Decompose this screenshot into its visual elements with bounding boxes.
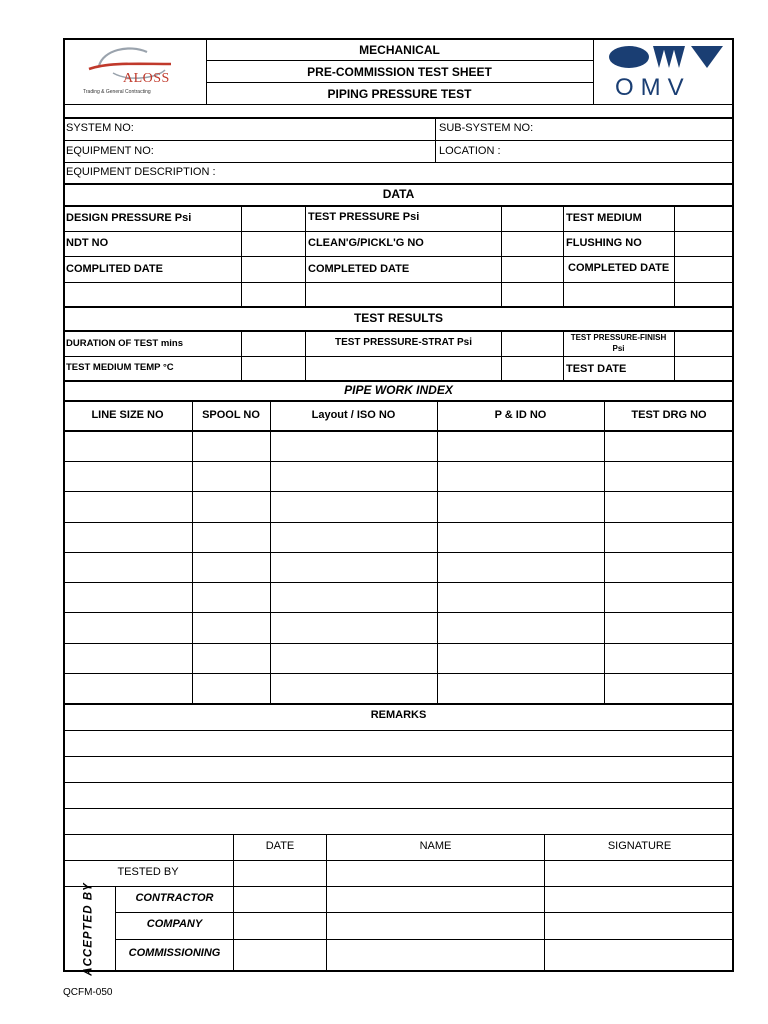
table-cell[interactable] [272,675,435,701]
table-cell[interactable] [606,614,732,640]
divider [593,38,594,104]
divider [63,117,734,119]
divider [63,104,734,105]
table-cell[interactable] [272,524,435,550]
table-cell[interactable] [272,493,435,519]
location-field[interactable]: LOCATION : [439,145,501,157]
divider [326,834,327,972]
table-cell[interactable] [65,584,190,610]
divider [305,206,306,307]
test-medium-label: TEST MEDIUM [566,212,642,224]
table-cell[interactable] [65,433,190,459]
divider [63,860,734,861]
completed-date-label-2: COMPLETED DATE [308,263,410,275]
remarks-line-3[interactable] [65,783,732,808]
flushing-no-label: FLUSHING NO [566,237,642,249]
table-cell[interactable] [606,645,732,671]
signoff-name-header: NAME [419,840,452,852]
table-row-divider [63,643,734,644]
table-cell[interactable] [194,493,268,519]
table-cell[interactable] [194,524,268,550]
divider [63,834,734,835]
table-cell[interactable] [606,493,732,519]
table-cell[interactable] [439,524,602,550]
divider [63,183,734,185]
divider [241,206,242,307]
table-cell[interactable] [194,463,268,489]
col-header-test-drg: TEST DRG NO [631,409,707,421]
ndt-no-label: NDT NO [66,237,109,249]
table-row-divider [63,552,734,553]
tested-by-label: TESTED BY [117,866,179,878]
table-cell[interactable] [439,645,602,671]
divider [63,306,734,308]
system-no-field[interactable]: SYSTEM NO: [66,122,134,134]
table-cell[interactable] [439,493,602,519]
divider [206,82,594,83]
divider [544,834,545,972]
divider [63,886,734,887]
remarks-line-1[interactable] [65,731,732,756]
equipment-no-field[interactable]: EQUIPMENT NO: [66,145,154,157]
test-date-label: TEST DATE [566,363,627,375]
table-cell[interactable] [194,614,268,640]
divider [674,331,675,381]
contractor-label: CONTRACTOR [135,892,214,904]
col-header-line-size: LINE SIZE NO [91,409,164,421]
table-row-divider [63,522,734,523]
table-row-divider [63,673,734,674]
col-header-pid-no: P & ID NO [494,409,547,421]
table-cell[interactable] [194,584,268,610]
signoff-date-header: DATE [265,840,295,852]
cleaning-no-label: CLEAN'G/PICKL'G NO [308,237,424,249]
divider [63,330,734,332]
accepted-by-label: ACCEPTED BY [82,882,95,976]
table-cell[interactable] [272,463,435,489]
table-row-divider [63,612,734,613]
table-cell[interactable] [65,645,190,671]
table-cell[interactable] [65,614,190,640]
divider [63,356,734,357]
pipe-work-index-title: PIPE WORK INDEX [344,383,453,397]
omv-logo-wordmark: OMV [615,74,691,101]
form-code: QCFM-050 [63,987,113,998]
table-row-divider [63,582,734,583]
divider [241,331,242,381]
table-cell[interactable] [606,675,732,701]
divider [115,939,734,940]
divider [563,206,564,307]
table-cell[interactable] [65,675,190,701]
divider [63,703,734,705]
table-cell[interactable] [439,433,602,459]
design-pressure-label: DESIGN PRESSURE Psi [66,212,192,224]
test-pressure-finish-label: TEST PRESSURE-FINISH [570,333,667,342]
divider [63,231,734,232]
remarks-line-4[interactable] [65,809,732,834]
header-title-mechanical: MECHANICAL [359,43,440,57]
table-cell[interactable] [194,645,268,671]
equipment-description-field[interactable]: EQUIPMENT DESCRIPTION : [66,166,216,178]
header-title-precommission: PRE-COMMISSION TEST SHEET [307,65,492,79]
table-cell[interactable] [65,524,190,550]
aloss-logo-tagline: Trading & General Contracting [83,89,151,95]
divider [435,118,436,163]
col-header-layout-iso: Layout / ISO NO [311,409,396,421]
divider [63,140,734,141]
test-pressure-label: TEST PRESSURE Psi [308,211,420,223]
test-pressure-finish-unit: Psi [612,344,625,353]
table-cell[interactable] [606,584,732,610]
completed-date-label-3: COMPLETED DATE [568,262,670,274]
table-cell[interactable] [606,463,732,489]
commissioning-label: COMMISSIONING [128,947,221,959]
divider [206,60,594,61]
remarks-line-2[interactable] [65,757,732,782]
table-cell[interactable] [65,463,190,489]
table-cell[interactable] [194,675,268,701]
divider [63,430,734,432]
sub-system-no-field[interactable]: SUB-SYSTEM NO: [439,122,534,134]
table-cell[interactable] [272,645,435,671]
table-cell[interactable] [606,554,732,580]
test-medium-temp-label: TEST MEDIUM TEMP °C [66,362,174,373]
divider [63,282,734,283]
table-cell[interactable] [65,493,190,519]
divider [115,912,734,913]
aloss-logo-name: ALOSS [123,71,170,86]
completed-date-label-1: COMPLITED DATE [66,263,163,275]
test-pressure-start-label: TEST PRESSURE-STRAT Psi [334,337,473,348]
table-cell[interactable] [606,433,732,459]
table-cell[interactable] [272,614,435,640]
table-cell[interactable] [439,584,602,610]
divider [63,380,734,382]
table-cell[interactable] [439,463,602,489]
divider [63,205,734,207]
aloss-logo [69,42,201,100]
col-header-spool-no: SPOOL NO [202,409,260,421]
divider [233,834,234,972]
omv-logo [603,42,727,100]
test-results-title: TEST RESULTS [353,311,444,325]
table-row-divider [63,491,734,492]
table-cell[interactable] [272,433,435,459]
table-cell[interactable] [65,554,190,580]
table-cell[interactable] [194,433,268,459]
duration-of-test-label: DURATION OF TEST mins [66,338,183,349]
omv-logo-mark [603,42,727,72]
table-cell[interactable] [439,675,602,701]
divider [63,400,734,402]
signoff-signature-header: SIGNATURE [607,840,672,852]
table-cell[interactable] [194,554,268,580]
table-cell[interactable] [439,554,602,580]
test-sheet-form [63,38,734,976]
divider [674,206,675,307]
divider [63,256,734,257]
divider [63,162,734,163]
divider [501,206,502,307]
data-section-title: DATA [382,187,415,201]
table-cell[interactable] [272,554,435,580]
table-cell[interactable] [439,614,602,640]
table-cell[interactable] [272,584,435,610]
divider [501,331,502,381]
table-cell[interactable] [606,524,732,550]
header-title-piping: PIPING PRESSURE TEST [327,87,472,101]
table-row-divider [63,461,734,462]
company-label: COMPANY [146,918,203,930]
remarks-title: REMARKS [370,709,427,721]
